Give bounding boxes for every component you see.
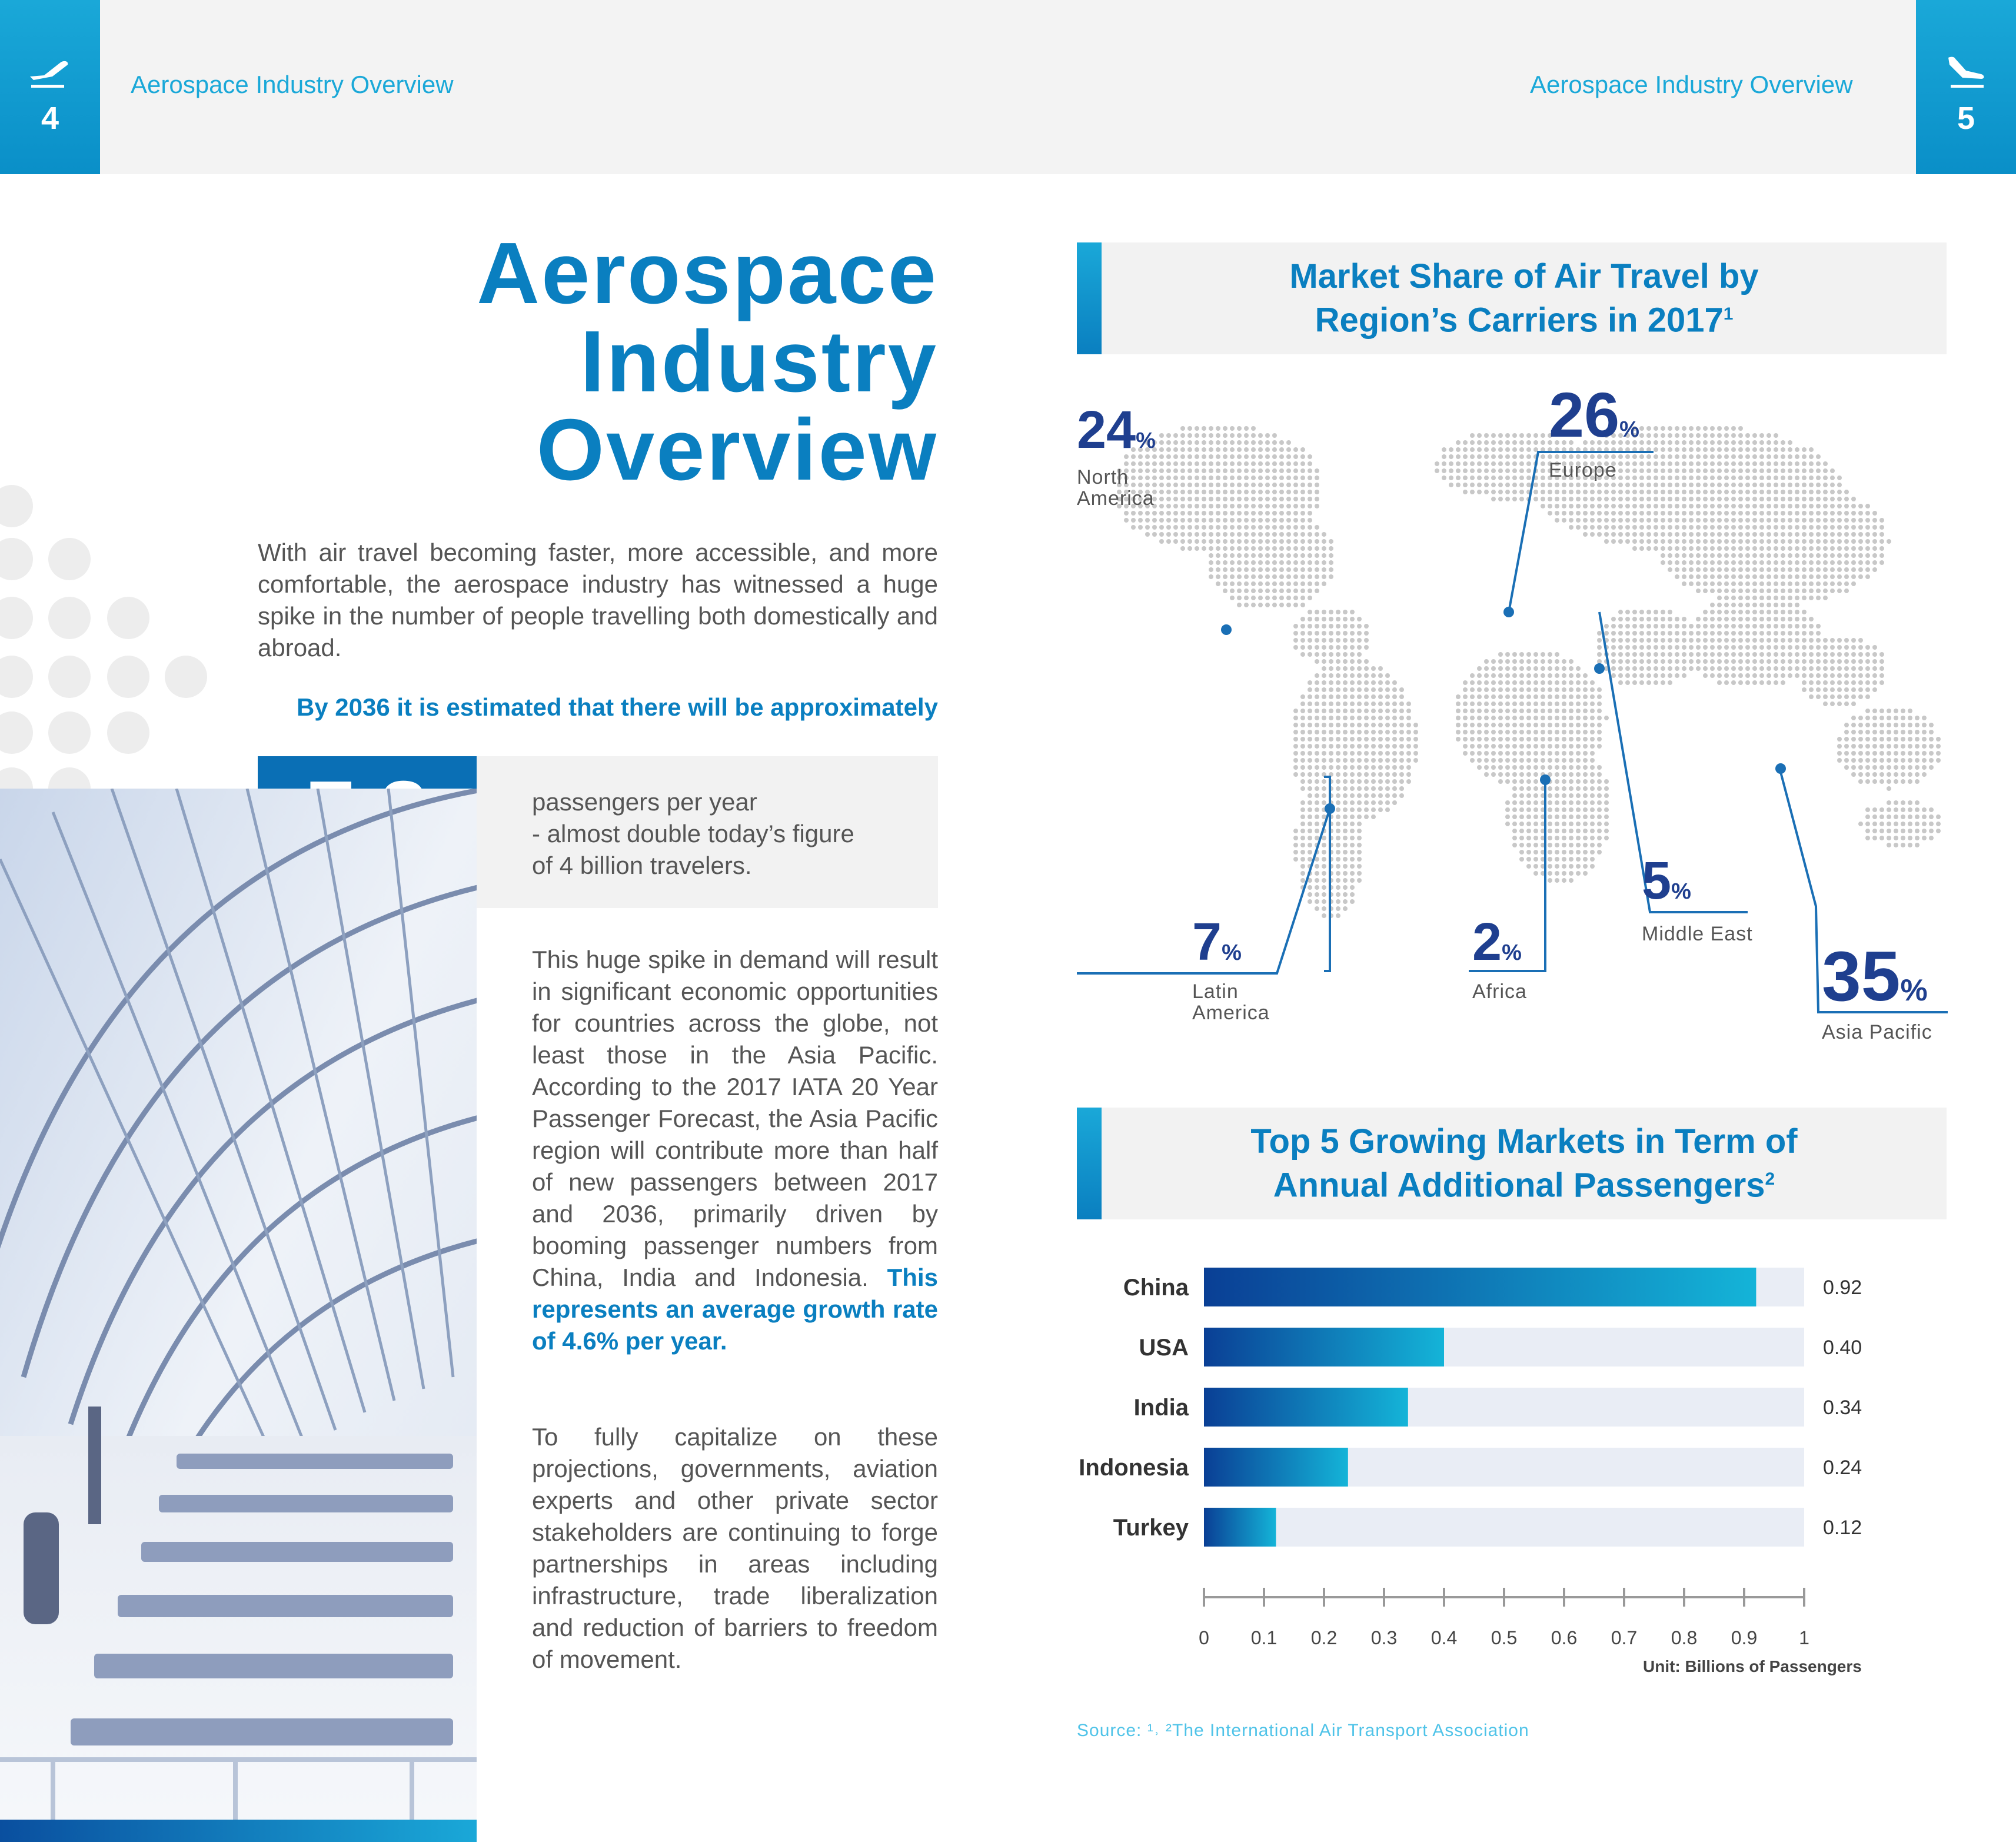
x-tick-label: 0.4 — [1431, 1627, 1458, 1648]
decorative-dots — [0, 471, 212, 800]
category-label: Indonesia — [1079, 1455, 1189, 1481]
stat-desc-line: - almost double today’s figure — [532, 820, 854, 847]
plane-takeoff-icon — [26, 53, 74, 94]
region-name: America — [1077, 487, 1155, 510]
region-africa — [1472, 912, 1527, 1002]
bar-indonesia — [1204, 1448, 1348, 1487]
map-panel-title — [1102, 258, 1947, 339]
panel-accent — [1077, 1108, 1102, 1219]
running-title-right: Aerospace Industry Overview — [1530, 71, 1853, 98]
title-line: Annual Additional Passengers$^2$ — [1273, 1166, 1775, 1205]
region-unit: % — [1222, 940, 1242, 965]
region-value: 5 — [1642, 852, 1672, 910]
title-line: Industry — [580, 313, 938, 410]
category-label: China — [1123, 1275, 1189, 1301]
region-value: 24 — [1077, 401, 1136, 460]
region-unit: % — [1900, 973, 1928, 1008]
page-title — [350, 225, 938, 498]
region-name: Latin — [1192, 980, 1239, 1003]
bar-turkey — [1204, 1508, 1276, 1547]
photo-accent-bar — [0, 1820, 477, 1842]
page-number: 4 — [41, 101, 59, 136]
region-latin-america — [1192, 912, 1270, 1023]
x-tick-label: 0.7 — [1611, 1627, 1638, 1648]
footnote-ref: 2 — [1765, 1169, 1775, 1189]
region-middle-east — [1642, 851, 1753, 945]
region-name: Europe — [1549, 459, 1617, 481]
x-tick-label: 0.2 — [1310, 1627, 1338, 1648]
title-line: Market Share of Air Travel by — [1289, 257, 1759, 295]
x-tick-label: 0.3 — [1370, 1627, 1398, 1648]
region-asia-pacific — [1822, 936, 1932, 1043]
bar-panel-header — [1077, 1108, 1947, 1219]
region-europe — [1549, 378, 1639, 481]
title-line: Overview — [536, 401, 938, 498]
panel-accent — [1077, 242, 1102, 354]
region-value: 2 — [1472, 913, 1502, 972]
x-tick-label: 0.5 — [1491, 1627, 1518, 1648]
x-tick-label: 0.6 — [1551, 1627, 1578, 1648]
bar-track — [1204, 1508, 1804, 1547]
x-tick-label: 0.1 — [1250, 1627, 1278, 1648]
region-unit: % — [1671, 879, 1691, 904]
value-label: 0.40 — [1823, 1336, 1862, 1359]
page-number: 5 — [1957, 101, 1975, 136]
value-label: 0.92 — [1823, 1276, 1862, 1299]
x-tick-label: 0 — [1199, 1627, 1209, 1648]
bar-usa — [1204, 1328, 1444, 1366]
estimate-lead: By 2036 it is estimated that there will be approximately — [296, 693, 938, 721]
bar-india — [1204, 1388, 1408, 1427]
body-text: This huge spike in demand will result in significant economic opportunities for countries across the globe, not least those in the Asia Pacific. According to the 2017 IATA 20 Year Passenger Forecast, the Asia Pacific region will contribute more than half of new passengers between 2017 and 2036, primarily driven by booming passenger numbers from China, India and Indonesia. — [532, 946, 938, 1291]
page-number-right — [1916, 0, 2016, 174]
stat-desc-line: of 4 billion travelers. — [532, 852, 752, 879]
region-value: 7 — [1192, 913, 1222, 972]
map-panel-header — [1077, 242, 1947, 354]
intro-paragraph: With air travel becoming faster, more accessible, and more comfortable, the aerospace industry has witnessed a huge spike in the number of people travelling both domestically and abroad. — [258, 538, 938, 661]
title-line: Top 5 Growing Markets in Term of — [1250, 1122, 1798, 1161]
bar-china — [1204, 1268, 1756, 1306]
footnote-ref: 1 — [1723, 304, 1734, 324]
body-paragraph-1 — [532, 944, 938, 1357]
x-tick-label: 0.8 — [1671, 1627, 1698, 1648]
region-name: Africa — [1472, 980, 1527, 1003]
value-label: 0.12 — [1823, 1517, 1862, 1539]
category-label: USA — [1139, 1335, 1189, 1361]
source-note: Source: ¹˒ ²The International Air Transport Association — [1077, 1721, 1529, 1740]
region-unit: % — [1619, 417, 1639, 442]
x-tick-label: 0.9 — [1731, 1627, 1758, 1648]
value-label: 0.24 — [1823, 1457, 1862, 1479]
region-name: Middle East — [1642, 923, 1753, 945]
chart-unit-note: Unit: Billions of Passengers — [1643, 1657, 1862, 1675]
region-name: America — [1192, 1002, 1270, 1024]
title-line: Region’s Carriers in 2017$^1$ — [1315, 301, 1734, 340]
body-paragraph-2: To fully capitalize on these projections, governments, aviation experts and other private sector stakeholders are continuing to forge partnerships in areas including infrastructure, trade liberalization and reduction of barriers to freedom of movement. — [532, 1423, 938, 1673]
region-unit: % — [1502, 940, 1522, 965]
title-line: Aerospace — [477, 225, 938, 322]
region-name: North — [1077, 466, 1129, 488]
category-label: India — [1133, 1395, 1189, 1421]
growth-highlight: This represents an average growth rate of 4.6% per year. — [532, 1264, 938, 1355]
value-label: 0.34 — [1823, 1397, 1862, 1419]
category-label: Turkey — [1113, 1515, 1189, 1541]
big-stat-description — [532, 786, 909, 882]
stat-desc-line: passengers per year — [532, 788, 757, 816]
region-north-america — [1077, 400, 1156, 509]
running-title-left: Aerospace Industry Overview — [131, 71, 454, 98]
page-number-left — [0, 0, 100, 174]
region-name: Asia Pacific — [1822, 1021, 1932, 1043]
region-value: 35 — [1822, 937, 1901, 1016]
bar-panel-title — [1102, 1123, 1947, 1204]
bar-chart — [1077, 1254, 1960, 1695]
x-tick-label: 1 — [1799, 1627, 1809, 1648]
plane-landing-icon — [1942, 53, 1990, 94]
region-value: 26 — [1549, 379, 1620, 450]
region-unit: % — [1136, 428, 1156, 453]
airport-terminal-photo — [0, 789, 477, 1842]
